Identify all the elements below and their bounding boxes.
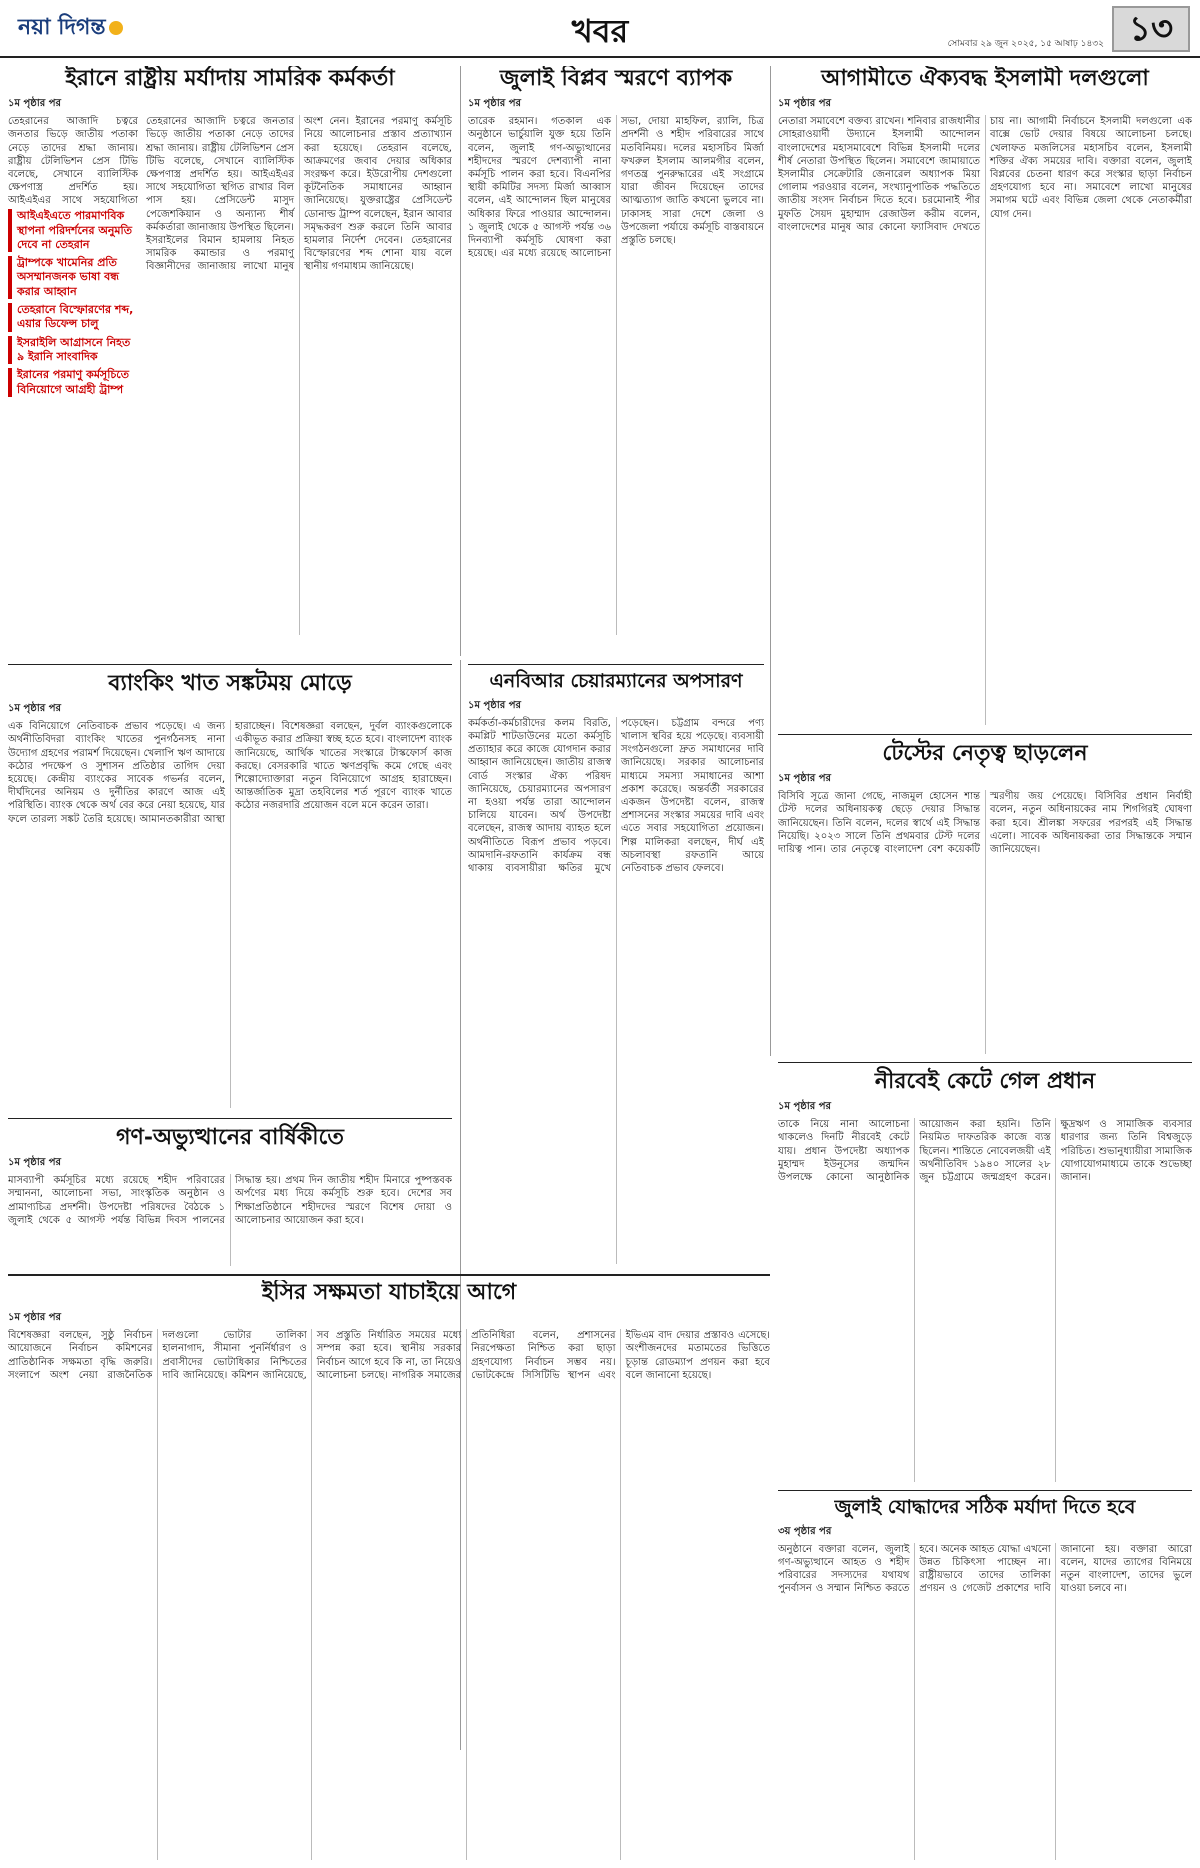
story-body: তারেক রহমান। গতকাল এক অনুষ্ঠানে ভার্চুয়ালি যুক্ত হয়ে তিনি বলেন, জুলাই গণ-অভ্যুত্থানের শহীদদের স্মরণে দেশব্যাপী নানা কর্মসূচি পালন করা হবে। বিএনপির স্থায়ী কমিটির সদস্য মির্জা আব্বাস বলেন, এই আন্দোলন ছিল মানুষের অধিকার ফিরে পাওয়ার আন্দোলন। ১ জুলাই থেকে ৫ আগস্ট পর্যন্ত ৩৬ দিনব্যাপী কর্মসূচি ঘোষণা করা হয়েছে। এর মধ্যে রয়েছে আলোচনা সভা, দোয়া মাহফিল, র‍্যালি, চিত্র প্রদর্শনী ও শহীদ পরিবারের সাথে মতবিনিময়। দলের মহাসচিব মির্জা ফখরুল ইসলাম আলমগীর বলেন, গণতন্ত্র পুনরুদ্ধারের এই সংগ্রামে যারা জীবন দিয়েছেন তাদের আত্মত্যাগ জাতি কখনো ভুলবে না। ঢাকাসহ সারা দেশে জেলা ও উপজেলা পর্যায়ে কর্মসূচি বাস্তবায়নে প্রস্তুতি চলছে।: [468, 116, 764, 260]
story-body: অনুষ্ঠানে বক্তারা বলেন, জুলাই গণ-অভ্যুত্থানে আহত ও শহীদ পরিবারের সদস্যদের যথাযথ পুনর্বাসন ও সম্মান নিশ্চিত করতে হবে। অনেক আহত যোদ্ধা এখনো উন্নত চিকিৎসা পাচ্ছেন না। রাষ্ট্রীয়ভাবে তাদের তালিকা প্রণয়ন ও গেজেট প্রকাশের দাবি জানানো হয়। বক্তারা আরো বলেন, যাদের ত্যাগের বিনিময়ে নতুন বাংলাদেশ, তাদের ভুলে যাওয়া চলবে না।: [778, 1543, 1192, 1595]
jump-line: ১ম পৃষ্ঠার পর: [468, 699, 521, 711]
section-divider: [8, 1274, 770, 1276]
story-headline[interactable]: জুলাই যোদ্ধাদের সঠিক মর্যাদা দিতে হবে: [834, 1496, 1136, 1518]
story-headline[interactable]: নীরবেই কেটে গেল প্রধান: [874, 1068, 1096, 1094]
jump-line: ১ম পৃষ্ঠার পর: [778, 1101, 831, 1113]
story-headline[interactable]: এনবিআর চেয়ারম্যানের অপসারণ: [489, 670, 743, 692]
date-line: সোমবার ২৯ জুন ২০২৫, ১৫ আষাঢ় ১৪৩২: [947, 39, 1104, 49]
column-rule: [770, 66, 771, 1056]
story-headline[interactable]: ইসির সক্ষমতা যাচাইয়ে আগে: [261, 1280, 517, 1305]
story-headline[interactable]: গণ-অভ্যুত্থানের বার্ষিকীতে: [116, 1124, 344, 1150]
jump-line: ১ম পৃষ্ঠার পর: [8, 703, 61, 715]
story-islamic-parties: [778, 66, 1192, 726]
story-headline[interactable]: ব্যাংকিং খাত সঙ্কটময় মোড়ে: [108, 670, 352, 696]
column-rule: [460, 66, 461, 656]
page-number: ১৩: [1112, 6, 1190, 52]
jump-line: ১ম পৃষ্ঠার পর: [8, 1157, 61, 1169]
story-iran: [8, 66, 452, 652]
logo-text: নয়া দিগন্ত: [18, 14, 106, 40]
jump-line: ১ম পৃষ্ঠার পর: [8, 1312, 61, 1324]
pull-quote: তেহরানে বিস্ফোরণের শব্দ, এয়ার ডিফেন্স চালু: [8, 303, 138, 332]
story-july: [468, 66, 764, 646]
story-body: বিশেষজ্ঞরা বলছেন, সুষ্ঠু নির্বাচন আয়োজনে নির্বাচন কমিশনের প্রাতিষ্ঠানিক সক্ষমতা বৃদ্ধি জরুরি। সংলাপে অংশ নেয়া রাজনৈতিক দলগুলো ভোটার তালিকা হালনাগাদ, সীমানা পুনর্নির্ধারণ ও প্রবাসীদের ভোটাধিকার নিশ্চিতের দাবি জানিয়েছে। কমিশন জানিয়েছে, সব প্রস্তুতি নির্ধারিত সময়ের মধ্যে সম্পন্ন করা হবে। স্থানীয় সরকার নির্বাচন আগে হবে কি না, তা নিয়েও আলোচনা চলছে। নাগরিক সমাজের প্রতিনিধিরা বলেন, প্রশাসনের নিরপেক্ষতা নিশ্চিত করা ছাড়া গ্রহণযোগ্য নির্বাচন সম্ভব নয়। ভোটকেন্দ্রে সিসিটিভি স্থাপন এবং ইভিএম বাদ দেয়ার প্রস্তাবও এসেছে। অংশীজনদের মতামতের ভিত্তিতে চূড়ান্ত রোডম্যাপ প্রণয়ন করা হবে বলে জানানো হয়েছে।: [8, 1330, 770, 1381]
pull-quote: ইসরাইলি আগ্রাসনে নিহত ৯ ইরানি সাংবাদিক: [8, 336, 138, 365]
story-body-lead: তেহরানের আজাদি চত্বরে জনতার ভিড়ে জাতীয় পতাকা নেড়ে তাদের শ্রদ্ধা জানায়। রাষ্ট্রীয় টেলিভিশন প্রেস টিভি বলেছে, সেখানে ব্যালিস্টিক ক্ষেপণাস্ত্র প্রদর্শিত হয়। আইএইএর সাথে সহযোগিতা: [8, 116, 138, 206]
story-mass-uprising: [8, 1118, 452, 1266]
jump-line: ১ম পৃষ্ঠার পর: [778, 773, 831, 785]
pull-quote: আইএইএতে পারমাণবিক স্থাপনা পরিদর্শনের অনুমতি দেবে না তেহরান: [8, 209, 138, 252]
jump-line: ১ম পৃষ্ঠার পর: [468, 98, 521, 110]
masthead: [0, 0, 1200, 58]
story-nbr: [468, 664, 764, 1264]
section-title: খবর: [571, 12, 629, 50]
story-july-warriors: [778, 1490, 1192, 1860]
story-chief-adviser: [778, 1062, 1192, 1482]
story-body: বিসিবি সূত্রে জানা গেছে, নাজমুল হোসেন শান্ত টেস্ট দলের অধিনায়কত্ব ছেড়ে দেয়ার সিদ্ধান্ত জানিয়েছেন। তিনি বলেন, দলের স্বার্থে এই সিদ্ধান্ত নিয়েছি। ২০২৩ সালে তিনি প্রথমবার টেস্ট দলের দায়িত্ব পান। তার নেতৃত্বে বাংলাদেশ বেশ কয়েকটি স্মরণীয় জয় পেয়েছে। বিসিবির প্রধান নির্বাহী বলেন, নতুন অধিনায়কের নাম শিগগিরই ঘোষণা করা হবে। শ্রীলঙ্কা সফরের পরপরই এই সিদ্ধান্ত এলো। সাবেক অধিনায়করা তার সিদ্ধান্তকে সম্মান জানিয়েছেন।: [778, 791, 1192, 856]
story-ec-capacity: [8, 1280, 770, 1860]
jump-line: ১ম পৃষ্ঠার পর: [778, 98, 831, 110]
story-banking: [8, 664, 452, 1108]
story-body: তাকে নিয়ে নানা আলোচনা থাকলেও দিনটি নীরবেই কেটে যায়। প্রধান উপদেষ্টা অধ্যাপক মুহাম্মদ ইউনূসের জন্মদিন উপলক্ষে কোনো আনুষ্ঠানিক আয়োজন করা হয়নি। তিনি নিয়মিত দাফতরিক কাজে ব্যস্ত ছিলেন। শান্তিতে নোবেলজয়ী এই অর্থনীতিবিদ ১৯৪০ সালের ২৮ জুন চট্টগ্রামে জন্মগ্রহণ করেন। ক্ষুদ্রঋণ ও সামাজিক ব্যবসার ধারণার জন্য তিনি বিশ্বজুড়ে পরিচিত। শুভানুধ্যায়ীরা সামাজিক যোগাযোগমাধ্যমে তাকে শুভেচ্ছা জানান।: [778, 1119, 1192, 1184]
story-headline[interactable]: জুলাই বিপ্লব স্মরণে ব্যাপক: [499, 66, 733, 91]
story-headline[interactable]: আগামীতে ঐক্যবদ্ধ ইসলামী দলগুলো: [821, 66, 1149, 91]
story-headline[interactable]: টেস্টের নেতৃত্ব ছাড়লেন: [882, 740, 1088, 766]
pull-quote: ট্রাম্পকে খামেনির প্রতি অসম্মানজনক ভাষা বন্ধ করার আহ্বান: [8, 256, 138, 299]
jump-line: ৩য় পৃষ্ঠার পর: [778, 1525, 832, 1537]
story-headline[interactable]: ইরানে রাষ্ট্রীয় মর্যাদায় সামরিক কর্মকর্তা: [65, 66, 395, 91]
story-body: কর্মকর্তা-কর্মচারীদের কলম বিরতি, কমপ্লিট শাটডাউনের মতো কর্মসূচি প্রত্যাহার করে কাজে যোগদান করার আহ্বান জানিয়েছেন। জাতীয় রাজস্ব বোর্ড সংস্কার ঐক্য পরিষদ জানিয়েছে, চেয়ারম্যানের অপসারণ না হওয়া পর্যন্ত তারা আন্দোলন চালিয়ে যাবেন। অর্থ উপদেষ্টা বলেছেন, রাজস্ব আদায় ব্যাহত হলে অর্থনীতিতে বিরূপ প্রভাব পড়বে। আমদানি-রফতানি কার্যক্রম বন্ধ থাকায় ব্যবসায়ীরা ক্ষতির মুখে পড়েছেন। চট্টগ্রাম বন্দরে পণ্য খালাস স্থবির হয়ে পড়েছে। ব্যবসায়ী সংগঠনগুলো দ্রুত সমাধানের দাবি জানিয়েছে। সরকার আলোচনার মাধ্যমে সমস্যা সমাধানের আশা প্রকাশ করেছে। অন্তর্বর্তী সরকারের একজন উপদেষ্টা বলেন, রাজস্ব প্রশাসনের সংস্কার সময়ের দাবি এবং এতে সবার সহযোগিতা প্রয়োজন। শিল্প মালিকরা বলছেন, দীর্ঘ এই অচলাবস্থা রফতানি আয়ে নেতিবাচক প্রভাব ফেলবে।: [468, 717, 764, 874]
story-body: তেহরানের আজাদি চত্বরে জনতার ভিড়ে জাতীয় পতাকা নেড়ে তাদের শ্রদ্ধা জানায়। রাষ্ট্রীয় টেলিভিশন প্রেস টিভি বলেছে, সেখানে ব্যালিস্টিক ক্ষেপণাস্ত্র প্রদর্শিত হয়। আইএইএর সাথে সহযোগিতা স্থগিত রাখার বিল পাস হয়। প্রেসিডেন্ট মাসুদ পেজেশকিয়ান ও অন্যান্য শীর্ষ কর্মকর্তারা জানাজায় উপস্থিত ছিলেন। ইসরাইলের বিমান হামলায় নিহত সামরিক কমান্ডার ও পরমাণু বিজ্ঞানীদের জানাজায় লাখো মানুষ অংশ নেন। ইরানের পরমাণু কর্মসূচি নিয়ে আলোচনার প্রস্তাব প্রত্যাখ্যান করা হয়েছে। তেহরান বলেছে, আক্রমণের জবাব দেয়ার অধিকার সংরক্ষণ করে। ইউরোপীয় দেশগুলো কূটনৈতিক সমাধানের আহ্বান জানিয়েছে। যুক্তরাষ্ট্রের প্রেসিডেন্ট ডোনাল্ড ট্রাম্প বলেছেন, ইরান আবার সমৃদ্ধকরণ শুরু করলে তিনি আবার হামলার নির্দেশ দেবেন। তেহরানের বিস্ফোরণের শব্দ শোনা যায় বলে স্থানীয় গণমাধ্যম জানিয়েছে।: [146, 116, 452, 273]
pull-quote: ইরানের পরমাণু কর্মসূচিতে বিনিয়োগে আগ্রহী ট্রাম্প: [8, 368, 138, 397]
story-body: মাসব্যাপী কর্মসূচির মধ্যে রয়েছে শহীদ পরিবারের সম্মাননা, আলোচনা সভা, সাংস্কৃতিক অনুষ্ঠান ও প্রামাণ্যচিত্র প্রদর্শনী। উপদেষ্টা পরিষদের বৈঠকে ১ জুলাই থেকে ৫ আগস্ট পর্যন্ত বিভিন্ন দিবস পালনের সিদ্ধান্ত হয়। প্রথম দিন জাতীয় শহীদ মিনারে পুষ্পস্তবক অর্পণের মধ্য দিয়ে কর্মসূচি শুরু হবে। দেশের সব শিক্ষাপ্রতিষ্ঠানে শহীদদের স্মরণে বিশেষ দোয়া ও আলোচনার আয়োজন করা হবে।: [8, 1175, 452, 1226]
story-test-captaincy: [778, 734, 1192, 1054]
story-body: এক বিনিয়োগে নেতিবাচক প্রভাব পড়েছে। এ জন্য অর্থনীতিবিদরা ব্যাংকিং খাতের পুনর্গঠনসহ নানা উদ্যোগ গ্রহণের পরামর্শ দিয়েছেন। খেলাপি ঋণ আদায়ে কঠোর পদক্ষেপ ও সুশাসন প্রতিষ্ঠার তাগিদ দেয়া হয়েছে। কেন্দ্রীয় ব্যাংকের সাবেক গভর্নর বলেন, দীর্ঘদিনের অনিয়ম ও দুর্নীতির কারণে আজ এই পরিস্থিতি। ব্যাংক থেকে অর্থ বের করে নেয়া হয়েছে, যার ফলে তারল্য সঙ্কট তৈরি হয়েছে। আমানতকারীরা আস্থা হারাচ্ছেন। বিশেষজ্ঞরা বলছেন, দুর্বল ব্যাংকগুলোকে একীভূত করার প্রক্রিয়া স্বচ্ছ হতে হবে। বাংলাদেশ ব্যাংক জানিয়েছে, আর্থিক খাতের সংস্কারে টাস্কফোর্স কাজ করছে। বেসরকারি খাতে ঋণপ্রবৃদ্ধি কমে গেছে এবং শিল্পোদ্যোক্তারা নতুন বিনিয়োগে আগ্রহ হারাচ্ছেন। আন্তর্জাতিক মুদ্রা তহবিলের শর্ত পূরণে ব্যাংক খাতে কঠোর নজরদারি প্রয়োজন বলে মনে করেন তারা।: [8, 721, 452, 825]
jump-line: ১ম পৃষ্ঠার পর: [8, 98, 61, 110]
story-body: নেতারা সমাবেশে বক্তব্য রাখেন। শনিবার রাজধানীর সোহরাওয়ার্দী উদ্যানে ইসলামী আন্দোলন বাংলাদেশের মহাসমাবেশে বিভিন্ন ইসলামী দলের শীর্ষ নেতারা উপস্থিত ছিলেন। সমাবেশে জামায়াতে ইসলামীর সেক্রেটারি জেনারেল অধ্যাপক মিয়া গোলাম পরওয়ার বলেন, সংখ্যানুপাতিক পদ্ধতিতে জাতীয় সংসদ নির্বাচন দিতে হবে। চরমোনাই পীর মুফতি সৈয়দ মুহাম্মাদ রেজাউল করীম বলেন, বাংলাদেশের মানুষ আর কোনো ফ্যাসিবাদ দেখতে চায় না। আগামী নির্বাচনে ইসলামী দলগুলো এক বাক্সে ভোট দেয়ার বিষয়ে আলোচনা চলছে। খেলাফত মজলিসের মহাসচিব বলেন, ইসলামী শক্তির ঐক্য সময়ের দাবি। বক্তারা বলেন, জুলাই বিপ্লবের চেতনা ধারণ করে সংস্কার ছাড়া নির্বাচন গ্রহণযোগ্য হবে না। সমাবেশে লাখো মানুষের সমাগম ঘটে এবং বিভিন্ন জেলা থেকে নেতাকর্মীরা যোগ দেন।: [778, 116, 1192, 233]
